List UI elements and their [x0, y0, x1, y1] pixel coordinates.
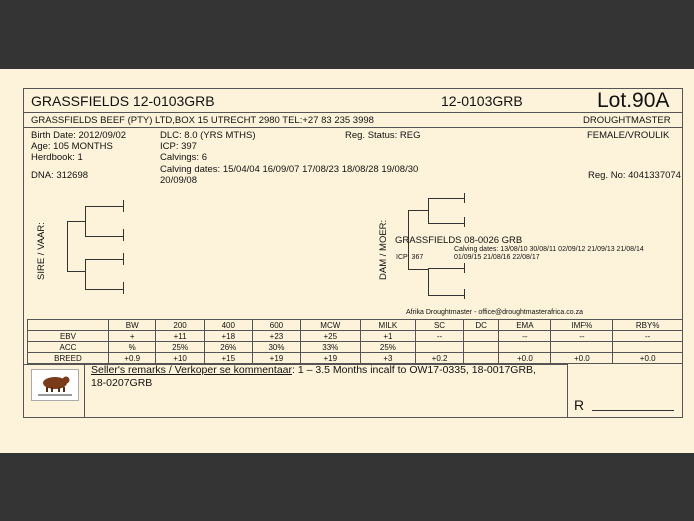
ebv-header: BW — [108, 320, 156, 331]
dam-icp: ICP: 367 — [396, 254, 424, 261]
acc-row — [28, 342, 683, 353]
sire-bracket — [67, 221, 86, 272]
ebv-cell: EBV — [28, 331, 109, 342]
ebv-cell: +19 — [252, 353, 300, 364]
divider — [84, 364, 85, 418]
ebv-cell: +18 — [204, 331, 252, 342]
ebv-header: 400 — [204, 320, 252, 331]
ebv-cell: 25% — [156, 342, 204, 353]
animal-name: GRASSFIELDS 12-0103GRB — [31, 93, 215, 109]
ebv-cell: +19 — [301, 353, 360, 364]
ebv-cell: +0.0 — [551, 353, 613, 364]
ebv-header: SC — [416, 320, 464, 331]
ebv-header: 600 — [252, 320, 300, 331]
ebv-cell: +25 — [301, 331, 360, 342]
ebv-cell: +0.0 — [613, 353, 683, 364]
association-contact: Afrika Droughtmaster - office@droughtmasterafrica.co.za — [406, 309, 583, 316]
dam-name: GRASSFIELDS 08-0026 GRB — [395, 235, 523, 246]
remarks-text: : 1 – 3.5 Months incalf to OW17-0335, 18-0017GRB, 18-0207GRB — [91, 364, 536, 389]
age: Age: 105 MONTHS — [31, 141, 113, 152]
calvings: Calvings: 6 — [160, 152, 207, 163]
ebv-cell: +0.9 — [108, 353, 156, 364]
divider — [23, 112, 683, 113]
ebv-header: EMA — [499, 320, 551, 331]
ebv-table — [27, 319, 683, 364]
ebv-header: MCW — [301, 320, 360, 331]
dam-calving-dates: Calving dates: 13/08/10 30/08/11 02/09/12 21/09/13 21/08/14 — [454, 246, 644, 253]
breed-row — [28, 353, 683, 364]
ebv-row — [28, 331, 683, 342]
ebv-cell: ACC — [28, 342, 109, 353]
ebv-cell: +15 — [204, 353, 252, 364]
cattle-icon — [32, 370, 78, 400]
ebv-cell — [463, 342, 499, 353]
ebv-cell: + — [108, 331, 156, 342]
ebv-header: MILK — [360, 320, 416, 331]
divider — [23, 127, 683, 128]
ebv-cell: 33% — [301, 342, 360, 353]
ebv-header — [28, 320, 109, 331]
ebv-cell: -- — [613, 331, 683, 342]
price-field[interactable] — [592, 410, 674, 411]
sex: FEMALE/VROULIK — [587, 130, 670, 141]
ebv-cell — [416, 342, 464, 353]
reg-number: Reg. No: 4041337074 — [588, 170, 681, 181]
ebv-cell — [463, 331, 499, 342]
ebv-cell — [551, 342, 613, 353]
ebv-header: 200 — [156, 320, 204, 331]
calving-dates-cont: 20/09/08 — [160, 175, 197, 186]
ebv-header: RBY% — [613, 320, 683, 331]
ebv-cell: +23 — [252, 331, 300, 342]
sire-sire-bracket — [85, 206, 124, 237]
reg-status: Reg. Status: REG — [345, 130, 421, 141]
animal-id: 12-0103GRB — [441, 93, 523, 109]
ebv-header-row — [28, 320, 683, 331]
dam-label: DAM / MOER: — [378, 219, 389, 280]
breeder-logo — [31, 369, 79, 401]
bottom-letterbox — [0, 453, 694, 521]
sire-dam-bracket — [85, 259, 124, 290]
ebv-cell — [463, 353, 499, 364]
ebv-header: IMF% — [551, 320, 613, 331]
price-currency: R — [574, 397, 585, 413]
ebv-cell: -- — [499, 331, 551, 342]
ebv-cell: 30% — [252, 342, 300, 353]
lot-number: Lot.90A — [597, 89, 670, 112]
calving-dates: Calving dates: 15/04/04 16/09/07 17/08/23 18/08/28 19/08/30 — [160, 164, 419, 175]
ebv-cell: +11 — [156, 331, 204, 342]
divider — [567, 364, 568, 418]
ebv-cell: +1 — [360, 331, 416, 342]
birth-date: Birth Date: 2012/09/02 — [31, 130, 127, 141]
dam-calving-dates-cont: 01/09/15 21/08/16 22/08/17 — [454, 254, 540, 261]
ebv-cell: +0.2 — [416, 353, 464, 364]
ebv-cell: 25% — [360, 342, 416, 353]
icp: ICP: 397 — [160, 141, 197, 152]
dam-dam-bracket — [428, 268, 465, 296]
ebv-cell: -- — [551, 331, 613, 342]
ebv-cell — [613, 342, 683, 353]
sire-label: SIRE / VAAR: — [36, 222, 47, 280]
ebv-cell: +3 — [360, 353, 416, 364]
ebv-cell: % — [108, 342, 156, 353]
dam-sire-bracket — [428, 198, 465, 224]
ebv-cell: BREED — [28, 353, 109, 364]
ebv-cell — [499, 342, 551, 353]
dlc: DLC: 8.0 (YRS MTHS) — [160, 130, 256, 141]
ebv-cell: -- — [416, 331, 464, 342]
herdbook: Herdbook: 1 — [31, 152, 83, 163]
remarks-label: Seller's remarks / Verkoper se kommentaar — [91, 364, 292, 376]
dna-number: DNA: 312698 — [31, 170, 89, 181]
ebv-cell: +10 — [156, 353, 204, 364]
seller-remarks — [91, 364, 551, 390]
breed-name: DROUGHTMASTER — [583, 115, 671, 126]
ebv-header: DC — [463, 320, 499, 331]
breeder-address: GRASSFIELDS BEEF (PTY) LTD,BOX 15 UTRECHT 2980 TEL:+27 83 235 3998 — [31, 115, 374, 126]
ebv-cell: 26% — [204, 342, 252, 353]
ebv-cell: +0.0 — [499, 353, 551, 364]
top-letterbox — [0, 0, 694, 69]
